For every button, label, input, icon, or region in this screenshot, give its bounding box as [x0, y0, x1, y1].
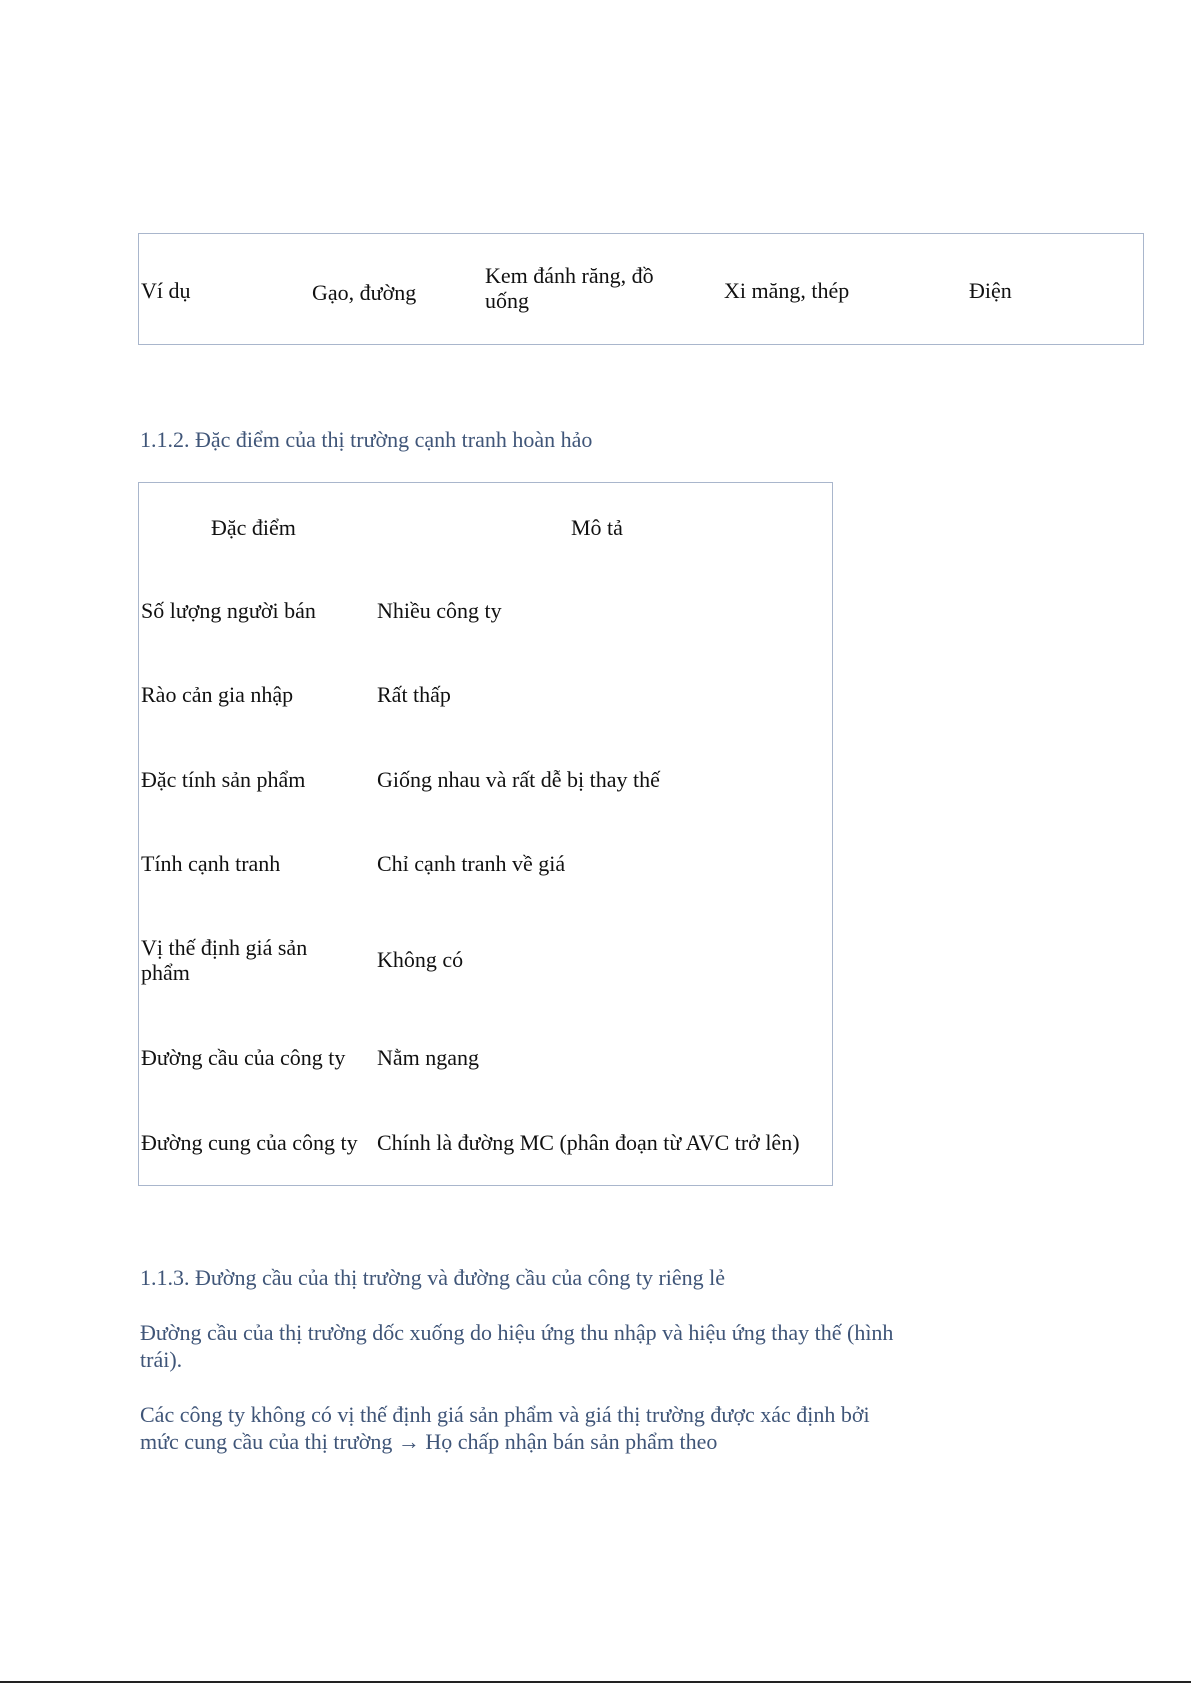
- example-cell-1: Gạo, đường: [312, 280, 417, 305]
- row-feature: Đường cung của công ty: [141, 1130, 358, 1155]
- row-feature: Số lượng người bán: [141, 598, 316, 623]
- row-description: Chỉ cạnh tranh về giá: [377, 851, 566, 876]
- row-description: Rất thấp: [377, 682, 451, 707]
- row-description: Chính là đường MC (phân đoạn từ AVC trở lên): [377, 1130, 800, 1155]
- page-bottom-border: [0, 1681, 1191, 1683]
- row-feature: Đường cầu của công ty: [141, 1045, 346, 1070]
- row-feature: Tính cạnh tranh: [141, 851, 281, 876]
- row-description: Nằm ngang: [377, 1045, 480, 1070]
- row-description: Giống nhau và rất dễ bị thay thế: [377, 767, 660, 792]
- header-description: Mô tả: [571, 515, 623, 540]
- examples-table: [138, 233, 1144, 345]
- example-cell-2: Kem đánh răng, đồ uống: [485, 263, 654, 313]
- example-cell-4: Điện: [969, 278, 1012, 303]
- row-description: Không có: [377, 947, 464, 972]
- row-feature: Vị thế định giá sản phẩm: [141, 935, 308, 985]
- examples-row-label: Ví dụ: [141, 278, 191, 303]
- row-feature: Rào cản gia nhập: [141, 682, 294, 707]
- section-heading-demand-curves: 1.1.3. Đường cầu của thị trường và đường cầu của công ty riêng lẻ: [140, 1265, 726, 1290]
- example-cell-3: Xi măng, thép: [724, 278, 850, 303]
- header-feature: Đặc điểm: [211, 515, 296, 540]
- paragraph-price-takers: Các công ty không có vị thế định giá sản phẩm và giá thị trường được xác định bởi mức cung cầu của thị trường → Họ chấp nhận bán sản phẩm theo: [140, 1402, 870, 1454]
- row-feature: Đặc tính sản phẩm: [141, 767, 306, 792]
- characteristics-table: [138, 482, 833, 1186]
- paragraph-market-demand: Đường cầu của thị trường dốc xuống do hiệu ứng thu nhập và hiệu ứng thay thế (hình trái).: [140, 1320, 894, 1372]
- row-description: Nhiều công ty: [377, 598, 502, 623]
- section-heading-characteristics: 1.1.2. Đặc điểm của thị trường cạnh tranh hoàn hảo: [140, 427, 593, 452]
